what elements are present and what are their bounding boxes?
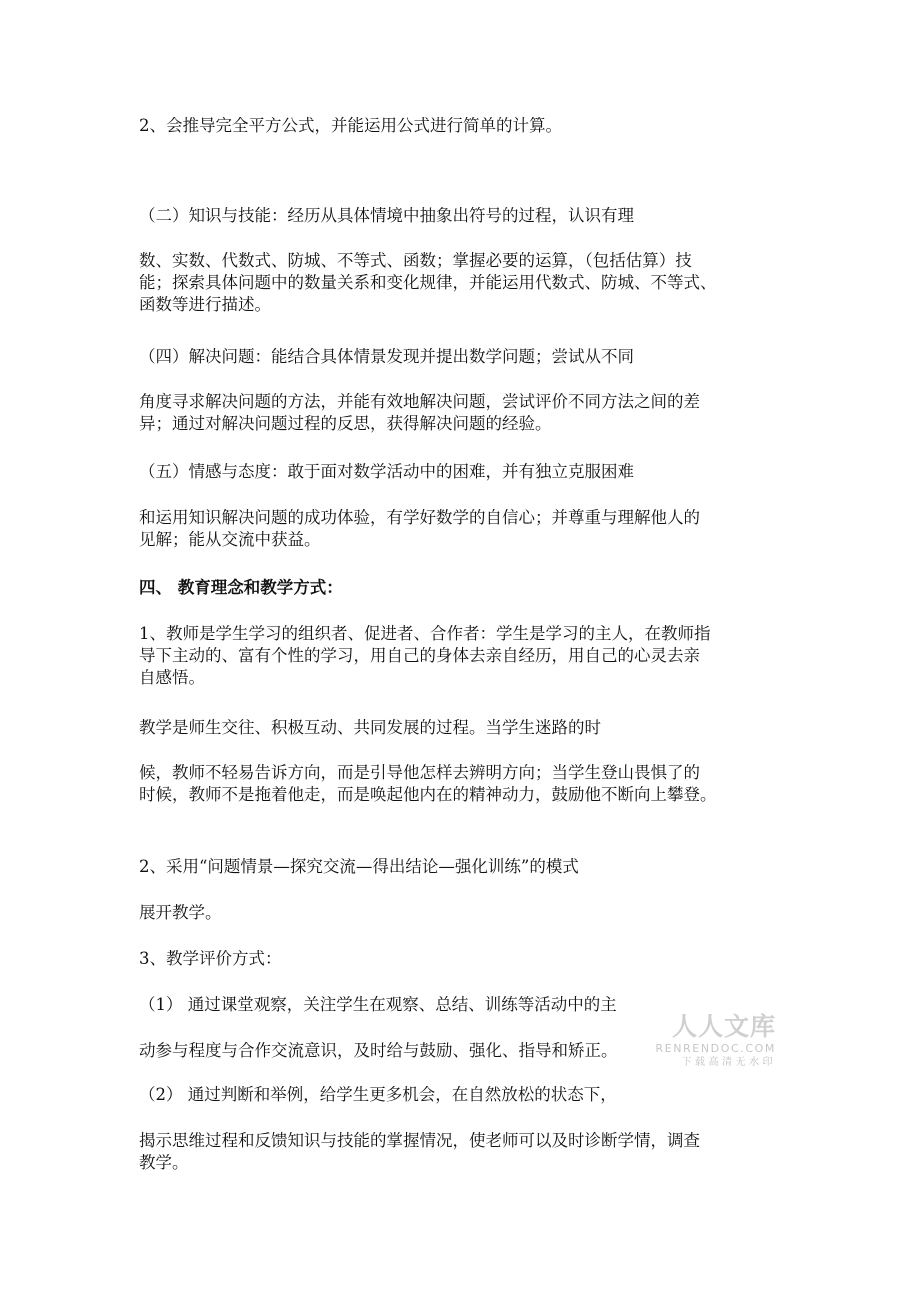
- evaluation-item-2: （2） 通过判断和举例，给学生更多机会，在自然放松的状态下，: [139, 1085, 617, 1104]
- teaching-mode-cont: 展开教学。: [139, 903, 222, 922]
- teacher-role-body: [139, 623, 779, 689]
- text-line: 揭示思维过程和反馈知识与技能的掌握情况，使老师可以及时诊断学情，调查: [139, 1131, 700, 1150]
- watermark-subtitle: 下载高清无水印: [681, 1057, 776, 1068]
- item-2-formula: 2、会推导完全平方公式，并能运用公式进行简单的计算。: [139, 116, 562, 135]
- watermark-title: 人人文库: [671, 1012, 776, 1041]
- problem-solving-body: [139, 391, 779, 435]
- heading-section-4: 四、 教育理念和教学方式：: [139, 578, 343, 597]
- section-knowledge-skills: （二）知识与技能：经历从具体情境中抽象出符号的过程，认识有理: [139, 206, 634, 225]
- section-emotion-attitude: （五）情感与态度：敢于面对数学活动中的困难，并有独立克服困难: [139, 462, 634, 481]
- item-3-evaluation: 3、教学评价方式：: [139, 949, 282, 968]
- evaluation-item-2-body: [139, 1130, 779, 1174]
- teaching-process-intro: 教学是师生交往、积极互动、共同发展的过程。当学生迷路的时: [139, 718, 601, 737]
- evaluation-item-1-cont: 动参与程度与合作交流意识，及时给与鼓励、强化、指导和矫正。: [139, 1041, 618, 1060]
- text-line: 见解；能从交流中获益。: [139, 530, 321, 549]
- watermark-url: RENRENDOC.COM: [655, 1042, 776, 1055]
- text-line: 候，教师不轻易告诉方向，而是引导他怎样去辨明方向；当学生登山畏惧了的: [139, 763, 700, 782]
- text-line: 和运用知识解决问题的成功体验，有学好数学的自信心；并尊重与理解他人的: [139, 508, 700, 527]
- text-line: 角度寻求解决问题的方法，并能有效地解决问题，尝试评价不同方法之间的差: [139, 392, 700, 411]
- text-line: 导下主动的、富有个性的学习，用自己的身体去亲自经历，用自己的心灵去亲: [139, 646, 700, 665]
- text-line: 时候，教师不是拖着他走，而是唤起他内在的精神动力，鼓励他不断向上攀登。: [139, 785, 717, 804]
- section-problem-solving: （四）解决问题：能结合具体情景发现并提出数学问题；尝试从不同: [139, 347, 634, 366]
- watermark-logo: [646, 1012, 776, 1082]
- item-2-teaching-mode: 2、采用“问题情景—探究交流—得出结论—强化训练”的模式: [139, 857, 579, 876]
- text-line: 1、教师是学生学习的组织者、促进者、合作者：学生是学习的主人，在教师指: [139, 624, 711, 643]
- text-line: 能；探索具体问题中的数量关系和变化规律，并能运用代数式、防城、不等式、: [139, 273, 717, 292]
- teaching-process-body: [139, 762, 779, 806]
- text-line: 数、实数、代数式、防城、不等式、函数；掌握必要的运算，（包括估算）技: [139, 251, 692, 270]
- text-line: 异；通过对解决问题过程的反思，获得解决问题的经验。: [139, 414, 552, 433]
- text-line: 函数等进行描述。: [139, 295, 271, 314]
- knowledge-skills-body: [139, 250, 779, 316]
- evaluation-item-1: （1） 通过课堂观察，关注学生在观察、总结、训练等活动中的主: [139, 995, 617, 1014]
- text-line: 教学。: [139, 1153, 189, 1172]
- text-line: 自感悟。: [139, 668, 205, 687]
- emotion-attitude-body: [139, 507, 779, 551]
